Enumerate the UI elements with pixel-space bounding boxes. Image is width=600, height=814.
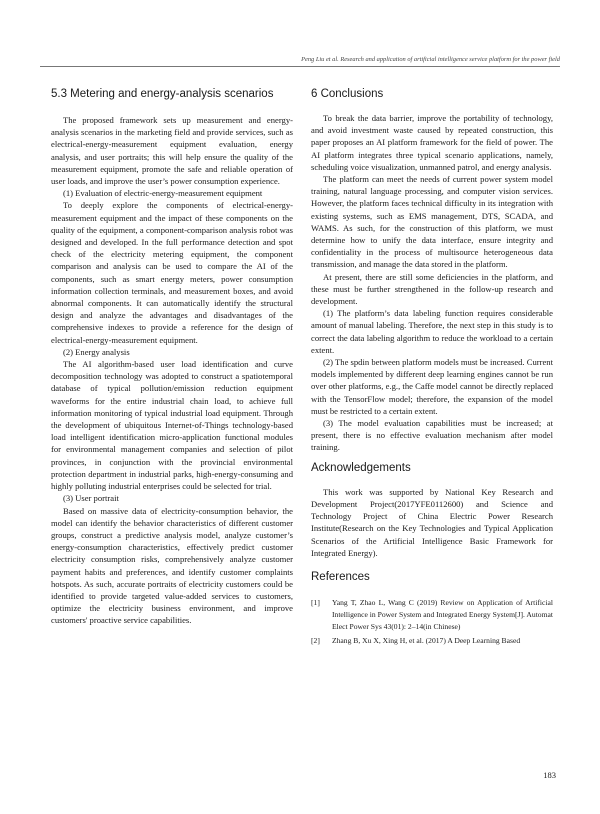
reference-number: [2] (311, 636, 320, 646)
acknowledgements-title: Acknowledgements (311, 461, 411, 474)
paragraph: At present, there are still some deficiencies in the platform, and these must be further strengthened in the follow-up research and development. (311, 271, 553, 307)
subheading-user-portrait: (3) User portrait (63, 493, 119, 504)
reference-list (311, 597, 553, 647)
section-title-conclusions: 6 Conclusions (311, 88, 384, 100)
paragraph: (2) The spdin between platform models must be increased. Current models implemented by different deep learning engines cannot be run over other platforms, e.g., the Caffe model cannot be directly replaced with the TensorFlow model; therefore, the expansion of the model must be restricted to a certain extent. (311, 357, 553, 416)
reference-item (311, 635, 553, 647)
reference-text: Yang T, Zhao L, Wang C (2019) Review on Application of Artificial Intelligence in Power System and Integrated Energy System[J]. Automat Elect Power Sys 43(01): 2–14(in Chinese) (332, 597, 553, 631)
subheading-evaluation: (1) Evaluation of electric-energy-measurement equipment (63, 188, 263, 199)
reference-text: Zhang B, Xu X, Xing H, et al. (2017) A Deep Learning Based (332, 636, 521, 646)
paragraph: Based on massive data of electricity-consumption behavior, the model can identify the behavior characteristics of different customer groups, construct a predictive analysis model, analyze customer’s energy-consumption characteristics, effectively predict customer electricity consumption risks, comprehensively analyze customer payment habits and preferences, and identify customer complaints hotspots. As such, accurate portraits of electricity customers could be identified to provide targeted value-added services to customers, optimize the electricity business environment, and improve customers' proactive service capabilities. (51, 505, 293, 626)
paragraph: To break the data barrier, improve the portability of technology, and avoid investment waste caused by repeated construction, this paper proposes an AI platform framework for the field of power. The AI platform integrates three typical scenario applications, namely, scheduling voice visualization, unmanned patrol, and energy analysis. (311, 113, 553, 172)
paragraph: (3) The model evaluation capabilities must be increased; at present, there is no effective evaluation mechanism after model training. (311, 418, 553, 453)
reference-item (311, 597, 553, 632)
paragraph: The proposed framework sets up measurement and energy-analysis scenarios in the marketing field and provide services, such as electrical-energy-measurement equipment evaluation, energy analysis, and user portraits; this will help ensure the quality of the measurement equipment, promote the safe and reliable operation of user loads, and improve the user’s power consumption experience. (51, 115, 293, 187)
page-number: 183 (543, 770, 556, 780)
paragraph: The platform can meet the needs of current power system model training, natural language processing, and computer vision services. However, the platform faces technical difficulty in its integration with existing systems, such as EMS management, DTS, SCADA, and WAMS. As such, for the construction of this platform, we must determine how to unify the data interface, ensure integrity and confidentiality in the process of multisource heterogeneous data transmission, and manage the data stored in the platform. (311, 174, 553, 270)
paragraph: The AI algorithm-based user load identification and curve decomposition technology was adopted to construct a spatiotemporal database of typical pollution/emission reduction equipment waveforms for the entire industrial chain load, to achieve full information monitoring of typical industrial load equipment. Through the development of ubiquitous Internet-of-Things technology-based load intelligent identification micro-application functional modules for environmental management companies and selection of pilot provinces, in conjunction with the provincial environmental protection department in industrial parks, high-energy-consuming and highly polluting industrial enterprises could be selected for trial. (51, 359, 293, 492)
section-title-metering: 5.3 Metering and energy-analysis scenarios (51, 88, 274, 100)
references-title: References (311, 570, 370, 583)
right-column (311, 88, 553, 650)
subheading-energy-analysis: (2) Energy analysis (63, 346, 130, 357)
reference-number: [1] (311, 597, 320, 607)
running-head: Peng Liu et al. Research and application of artificial intelligence service platform for the power field (301, 56, 560, 63)
header-rule (40, 66, 560, 67)
left-column (51, 88, 293, 627)
paragraph: (1) The platform’s data labeling function requires considerable amount of manual labeling. Therefore, the next step in this study is to correct the data labeling algorithm to reduce the workload to a certain extent. (311, 308, 553, 355)
acknowledgements-text: This work was supported by National Key Research and Development Project(2017YFE0112600) and Science and Technology Project of China Electric Power Research Institute(Research on the Key Technologies and Typical Application Scenarios of the Artificial Intelligence Basic Framework for Integrated Energy). (311, 486, 553, 558)
paragraph: To deeply explore the components of electrical-energy-measurement equipment and the impact of these components on the quality of the equipment, a component-comparison analysis robot was designed and developed. In the full performance detection and spot check of the electricity metering equipment, the component comparison and analysis can be used to compare the AI of the components, such as smart energy meters, power consumption information collection terminals, and measurement boxes, and avoid abnormal components. It can automatically identify the structural design and analyze the advantages and disadvantages of the comprehensive indexes to provide a reference for the design of electrical-energy-measurement equipment. (51, 200, 293, 345)
